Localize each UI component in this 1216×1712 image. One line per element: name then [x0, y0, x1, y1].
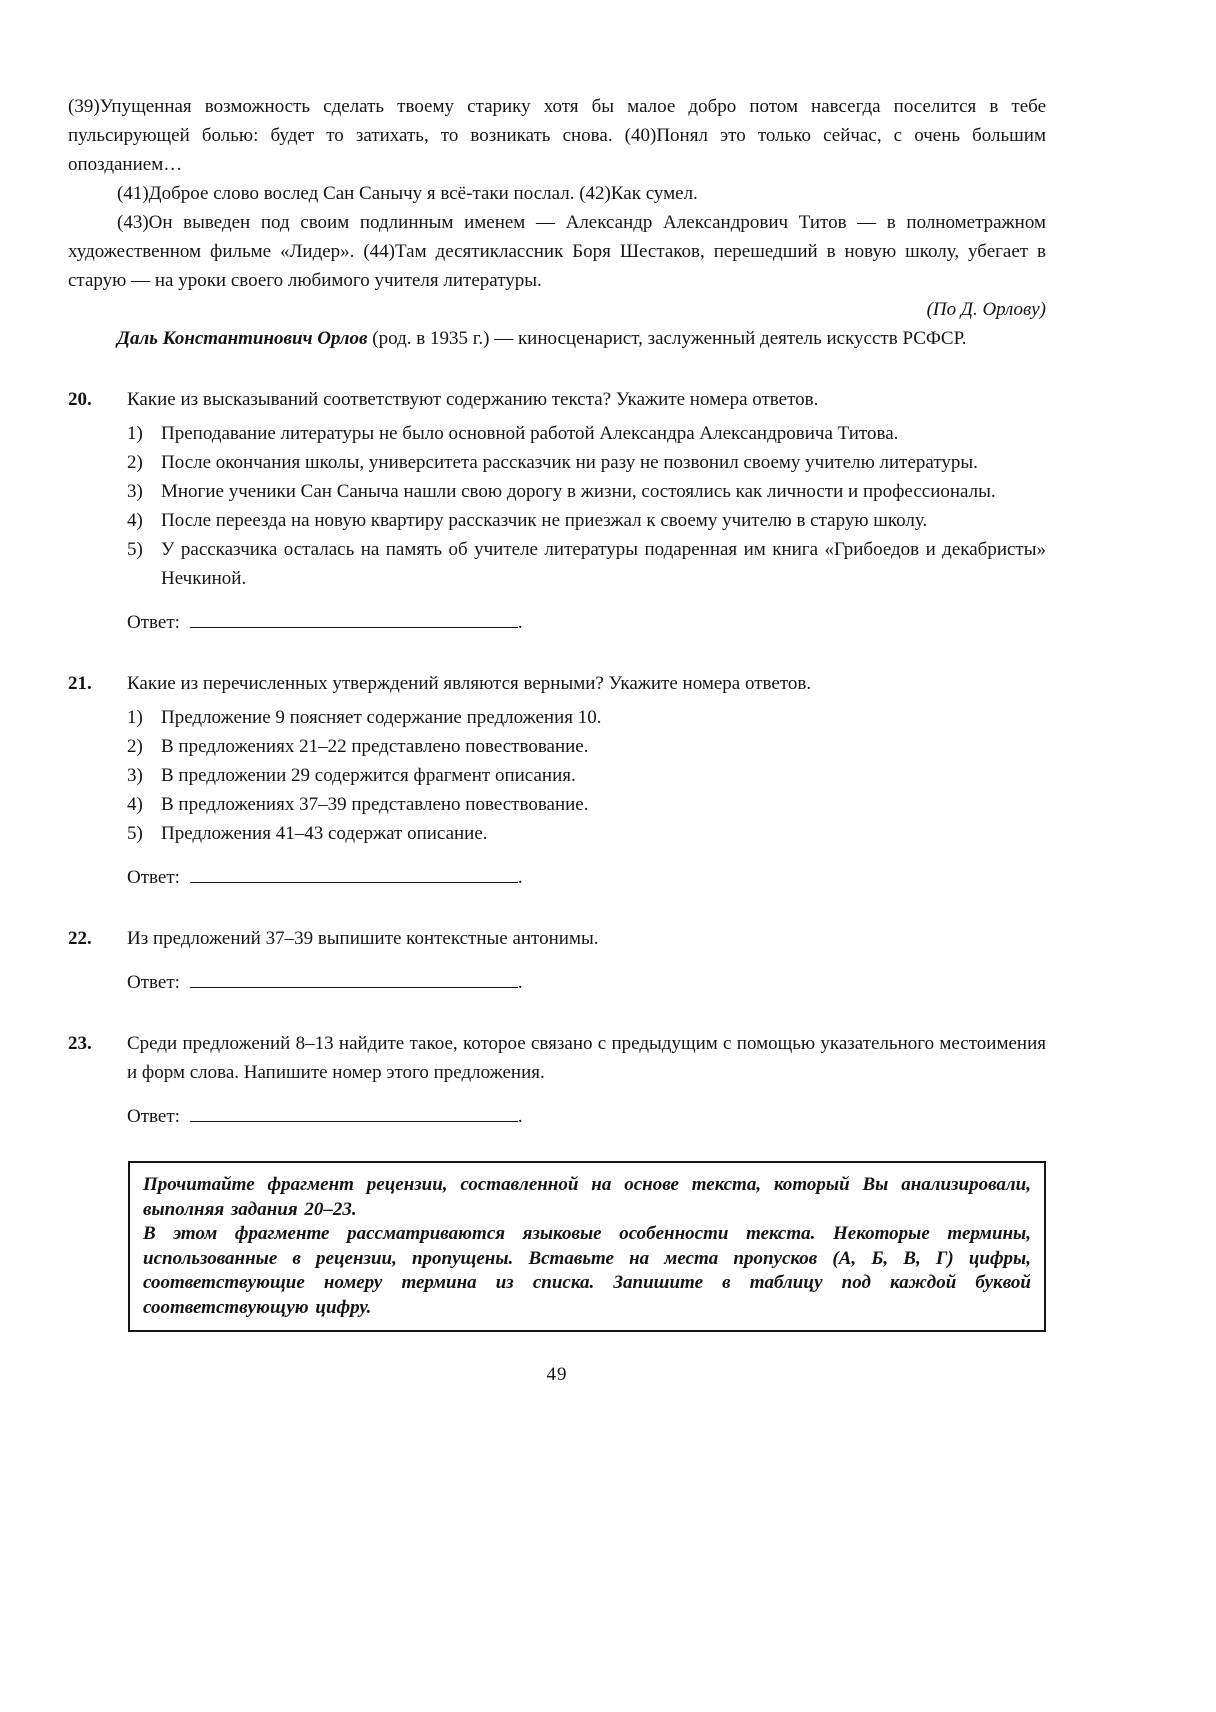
page-number: 49: [546, 1364, 568, 1385]
review-instruction-paragraph-2: В этом фрагменте рассматриваются языковые особенности текста. Некоторые термины, использованные в рецензии, пропущены. Вставьте на места пропусков (А, Б, В, Г) цифры, соответствующие номеру термина из списка. Запишите в таблицу под каждой буквой соответствующую цифру.: [143, 1223, 1031, 1318]
answer-label: Ответ:: [127, 1106, 180, 1127]
question-21: [68, 669, 1046, 892]
option-text: В предложениях 21–22 представлено повествование.: [161, 736, 589, 757]
option-number: 1): [127, 707, 143, 728]
question-21-option-1: [127, 703, 1046, 732]
question-23: [68, 1029, 1046, 1131]
option-text: Многие ученики Сан Саныча нашли свою дорогу в жизни, состоялись как личности и профессионалы.: [161, 481, 996, 502]
question-21-answer-line: [127, 863, 1046, 892]
author-name: Даль Константинович Орлов: [117, 328, 368, 349]
question-23-number: 23.: [68, 1033, 92, 1054]
question-21-head: [68, 669, 1046, 698]
answer-blank: [190, 863, 518, 883]
question-22-prompt: Из предложений 37–39 выпишите контекстные антонимы.: [127, 928, 599, 949]
question-20-option-3: [127, 477, 1046, 506]
question-21-number: 21.: [68, 673, 92, 694]
option-text: У рассказчика осталась на память об учителе литературы подаренная им книга «Грибоедов и декабристы» Нечкиной.: [161, 539, 1046, 589]
source-paragraph-41-42: (41)Доброе слово вослед Сан Санычу я всё-таки послал. (42)Как сумел.: [117, 183, 698, 204]
author-bio-rest: (род. в 1935 г.) — киносценарист, заслуженный деятель искусств РСФСР.: [367, 328, 967, 349]
question-20-option-4: [127, 506, 1046, 535]
answer-period: .: [517, 612, 523, 633]
answer-period: .: [517, 1106, 523, 1127]
source-paragraph-43-44: (43)Он выведен под своим подлинным именем — Александр Александрович Титов — в полнометражном художественном фильме «Лидер». (44)Там десятиклассник Боря Шестаков, перешедший в новую школу, убегает в старую — на уроки своего любимого учителя литературы.: [68, 212, 1046, 291]
option-text: Преподавание литературы не было основной работой Александра Александровича Титова.: [161, 423, 899, 444]
question-20-option-1: [127, 419, 1046, 448]
option-number: 2): [127, 452, 143, 473]
question-21-option-5: [127, 819, 1046, 848]
question-20-options: [127, 419, 1046, 593]
review-instruction-box: [128, 1161, 1046, 1332]
option-text: Предложение 9 поясняет содержание предложения 10.: [161, 707, 602, 728]
option-number: 4): [127, 510, 143, 531]
question-20-head: [68, 385, 1046, 414]
answer-label: Ответ:: [127, 612, 180, 633]
question-20-prompt: Какие из высказываний соответствуют содержанию текста? Укажите номера ответов.: [127, 389, 819, 410]
option-number: 5): [127, 539, 143, 560]
question-21-option-3: [127, 761, 1046, 790]
option-text: В предложениях 37–39 представлено повествование.: [161, 794, 589, 815]
question-23-prompt: Среди предложений 8–13 найдите такое, которое связано с предыдущим с помощью указательного местоимения и форм слова. Напишите номер этого предложения.: [127, 1033, 1046, 1083]
source-attribution: (По Д. Орлову): [926, 299, 1046, 320]
question-21-options: [127, 703, 1046, 848]
answer-blank: [190, 1102, 518, 1122]
option-text: В предложении 29 содержится фрагмент описания.: [161, 765, 576, 786]
source-paragraph-39-40: (39)Упущенная возможность сделать твоему старику хотя бы малое добро потом навсегда поселится в тебе пульсирующей болью: будет то затихать, то возникать снова. (40)Понял это только сейчас, с очень большим опозданием…: [68, 96, 1046, 175]
option-number: 1): [127, 423, 143, 444]
question-22-answer-line: [127, 968, 1046, 997]
question-20-option-5: [127, 535, 1046, 593]
question-23-head: [68, 1029, 1046, 1087]
option-number: 4): [127, 794, 143, 815]
answer-period: .: [517, 972, 523, 993]
option-text: После переезда на новую квартиру рассказчик не приезжал к своему учителю в старую школу.: [161, 510, 928, 531]
option-text: После окончания школы, университета рассказчик ни разу не позвонил своему учителю литературы.: [161, 452, 978, 473]
option-number: 2): [127, 736, 143, 757]
answer-label: Ответ:: [127, 972, 180, 993]
question-22-head: [68, 924, 1046, 953]
option-number: 5): [127, 823, 143, 844]
question-20-option-2: [127, 448, 1046, 477]
answer-blank: [190, 608, 518, 628]
question-22: [68, 924, 1046, 997]
question-20-number: 20.: [68, 389, 92, 410]
option-number: 3): [127, 481, 143, 502]
review-instruction-paragraph-1: Прочитайте фрагмент рецензии, составленной на основе текста, который Вы анализировали, выполняя задания 20–23.: [143, 1174, 1031, 1220]
author-bio: [68, 324, 1046, 353]
answer-blank: [190, 968, 518, 988]
option-number: 3): [127, 765, 143, 786]
question-21-option-2: [127, 732, 1046, 761]
option-text: Предложения 41–43 содержат описание.: [161, 823, 488, 844]
question-20-answer-line: [127, 608, 1046, 637]
source-text-block: [68, 92, 1046, 353]
question-22-number: 22.: [68, 928, 92, 949]
question-21-prompt: Какие из перечисленных утверждений являются верными? Укажите номера ответов.: [127, 673, 812, 694]
answer-period: .: [517, 867, 523, 888]
question-20: [68, 385, 1046, 637]
question-21-option-4: [127, 790, 1046, 819]
question-23-answer-line: [127, 1102, 1046, 1131]
answer-label: Ответ:: [127, 867, 180, 888]
